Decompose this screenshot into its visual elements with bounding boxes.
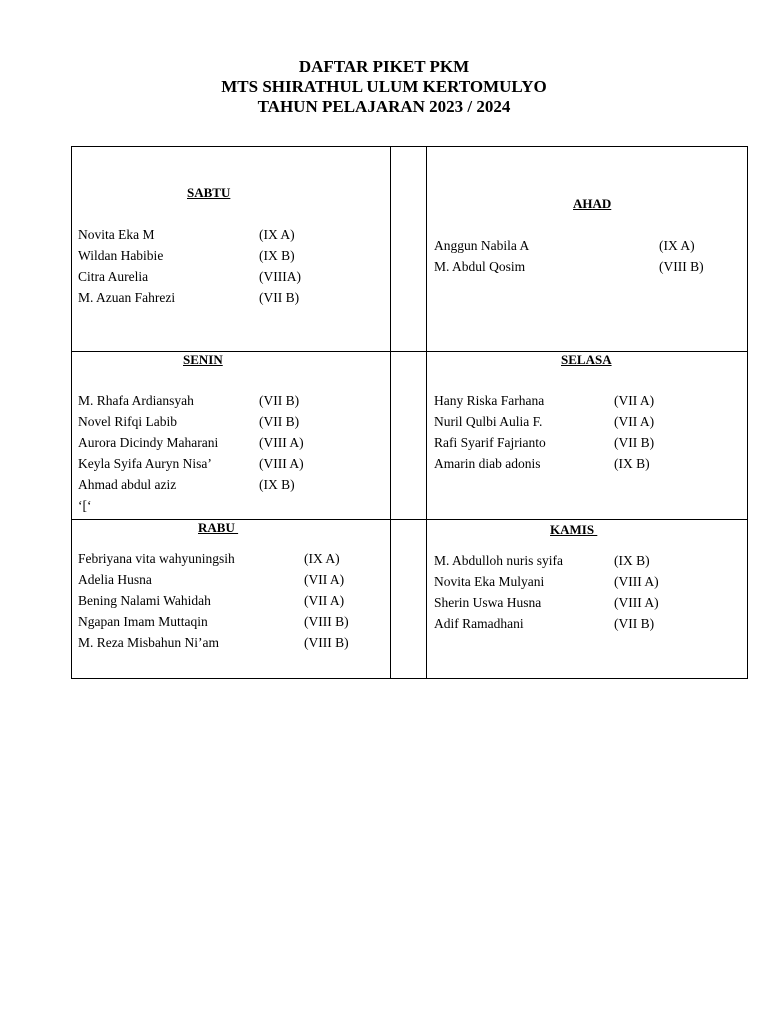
table-divider-2 — [426, 146, 427, 679]
day-title-selasa: SELASA — [561, 352, 612, 367]
table-border-bottom — [71, 678, 748, 679]
student-name: Citra Aurelia — [78, 269, 149, 284]
student-name: M. Rhafa Ardiansyah — [78, 393, 194, 408]
student-class: (VII A) — [304, 593, 345, 608]
student-name: M. Azuan Fahrezi — [78, 290, 176, 305]
title-line-3: TAHUN PELAJARAN 2023 / 2024 — [257, 97, 511, 116]
document-title — [0, 57, 768, 117]
list-item — [434, 238, 734, 259]
list-item — [78, 393, 378, 414]
student-name: Amarin diab adonis — [434, 456, 541, 471]
student-class: (IX A) — [304, 551, 340, 566]
day-cell-rabu — [78, 520, 390, 678]
student-class: (VIII A) — [259, 435, 304, 450]
title-line-1: DAFTAR PIKET PKM — [298, 57, 470, 76]
list-item — [78, 248, 378, 269]
list-item — [434, 435, 734, 456]
table-border-right — [747, 146, 748, 679]
student-class: (VII B) — [259, 414, 300, 429]
student-class: (VIII A) — [614, 574, 659, 589]
list-item — [78, 290, 378, 311]
student-name: Anggun Nabila A — [434, 238, 530, 253]
student-name: Hany Riska Farhana — [434, 393, 545, 408]
list-item — [434, 414, 734, 435]
day-cell-kamis — [434, 520, 747, 678]
schedule-table — [71, 146, 748, 679]
student-name: Rafi Syarif Fajrianto — [434, 435, 546, 450]
list-item — [78, 572, 378, 593]
student-class: (IX B) — [259, 477, 295, 492]
student-name: Ngapan Imam Muttaqin — [78, 614, 208, 629]
student-name: Bening Nalami Wahidah — [78, 593, 211, 608]
list-item — [434, 595, 734, 616]
student-name: M. Abdulloh nuris syifa — [434, 553, 564, 568]
list-item — [78, 414, 378, 435]
student-class: (VII B) — [259, 290, 300, 305]
student-name: Sherin Uswa Husna — [434, 595, 542, 610]
student-class: (VIII B) — [659, 259, 704, 274]
student-class: (IX A) — [659, 238, 695, 253]
student-name: Aurora Dicindy Maharani — [78, 435, 219, 450]
student-class: (VIIIA) — [259, 269, 301, 284]
student-name: Adif Ramadhani — [434, 616, 524, 631]
list-item — [78, 551, 378, 572]
student-name: Wildan Habibie — [78, 248, 164, 263]
list-item — [78, 227, 378, 248]
student-class: (VII A) — [614, 414, 655, 429]
day-title-rabu: RABU — [198, 520, 239, 535]
student-name: Novita Eka Mulyani — [434, 574, 545, 589]
list-item — [78, 435, 378, 456]
student-class: (VIII A) — [259, 456, 304, 471]
student-name: Febriyana vita wahyuningsih — [78, 551, 235, 566]
day-cell-senin — [78, 352, 390, 519]
student-class: (VII A) — [614, 393, 655, 408]
stray-text: ‘[‘ — [78, 498, 92, 513]
list-item — [78, 593, 378, 614]
list-item — [434, 456, 734, 477]
student-class: (IX A) — [259, 227, 295, 242]
student-class: (VII A) — [304, 572, 345, 587]
day-title-ahad: AHAD — [573, 196, 612, 211]
day-title-kamis: KAMIS — [550, 522, 598, 537]
student-class: (IX B) — [614, 456, 650, 471]
student-class: (VIII A) — [614, 595, 659, 610]
list-item — [434, 574, 734, 595]
list-item — [78, 614, 378, 635]
student-class: (VIII B) — [304, 614, 349, 629]
student-name: Keyla Syifa Auryn Nisa’ — [78, 456, 212, 471]
day-title-senin: SENIN — [183, 352, 223, 367]
student-name: Novel Rifqi Labib — [78, 414, 177, 429]
list-item — [434, 259, 734, 280]
list-item — [78, 635, 378, 656]
student-class: (IX B) — [614, 553, 650, 568]
day-cell-sabtu — [78, 146, 390, 351]
list-item — [78, 477, 378, 498]
student-name: M. Abdul Qosim — [434, 259, 526, 274]
title-line-2: MTS SHIRATHUL ULUM KERTOMULYO — [221, 77, 547, 96]
list-item — [78, 269, 378, 290]
student-name: M. Reza Misbahun Ni’am — [78, 635, 219, 650]
table-divider-1 — [390, 146, 391, 679]
student-class: (VII B) — [614, 435, 655, 450]
list-item — [434, 553, 734, 574]
student-name: Adelia Husna — [78, 572, 152, 587]
student-class: (VIII B) — [304, 635, 349, 650]
list-item — [434, 393, 734, 414]
student-class: (VII B) — [259, 393, 300, 408]
list-item — [78, 456, 378, 477]
table-border-left — [71, 146, 72, 679]
student-class: (IX B) — [259, 248, 295, 263]
student-name: Novita Eka M — [78, 227, 155, 242]
day-cell-selasa — [434, 352, 747, 519]
day-cell-ahad — [434, 146, 747, 351]
day-title-sabtu: SABTU — [187, 185, 231, 200]
student-name: Nuril Qulbi Aulia F. — [434, 414, 543, 429]
list-item — [434, 616, 734, 637]
student-class: (VII B) — [614, 616, 655, 631]
student-name: Ahmad abdul aziz — [78, 477, 177, 492]
